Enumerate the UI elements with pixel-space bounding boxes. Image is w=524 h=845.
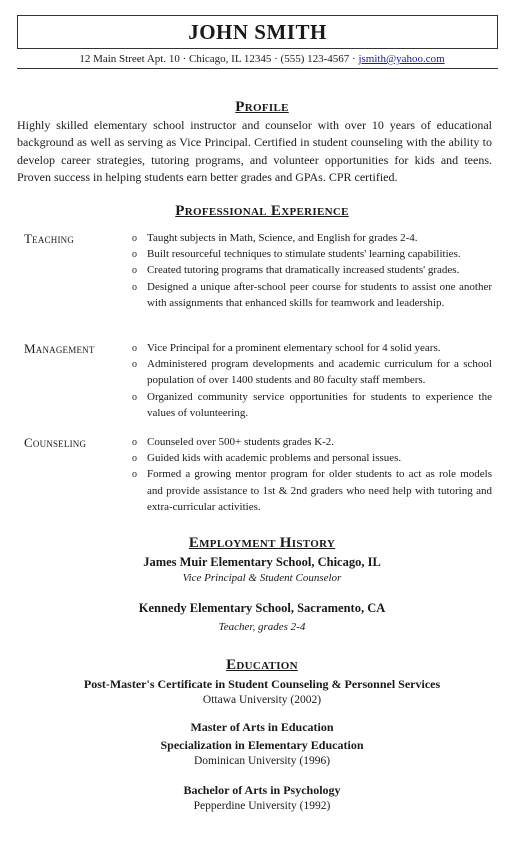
job-role: Teacher, grades 2-4 bbox=[218, 621, 306, 633]
category-management: Management bbox=[24, 341, 95, 356]
contact-line bbox=[0, 52, 524, 66]
employment-heading: Employment History bbox=[188, 535, 336, 551]
email-link[interactable]: jsmith@yahoo.com bbox=[358, 53, 445, 65]
teaching-list bbox=[132, 230, 492, 311]
category-counseling: Counseling bbox=[24, 435, 87, 450]
degree: Master of Arts in Education bbox=[190, 720, 334, 734]
header-divider bbox=[17, 68, 498, 69]
degree-school: Pepperdine University (1992) bbox=[193, 800, 331, 812]
category-teaching: Teaching bbox=[24, 231, 75, 246]
resume-name: JOHN SMITH bbox=[17, 15, 498, 49]
profile-text: Highly skilled elementary school instructor and counselor with over 10 years of educational background as well as serving as Vice Principal. Certified in student counseling with the ability to develop career strategies, tutoring programs, and volunteer opportunities for kids and teens. Proven success in helping students earn better grades and GPAs. CPR certified. bbox=[17, 118, 492, 184]
contact-address: 12 Main Street Apt. 10 · Chicago, IL 12345 · (555) 123-4567 · bbox=[79, 53, 359, 65]
degree-school: Dominican University (1996) bbox=[193, 755, 331, 767]
job-school: James Muir Elementary School, Chicago, IL bbox=[143, 555, 381, 569]
list-item: o Counseled over 500+ students grades K-2. bbox=[132, 436, 335, 448]
degree-school: Ottawa University (2002) bbox=[202, 694, 322, 706]
management-list bbox=[132, 340, 492, 421]
list-item: o Organized community service opportunities for students to experience the values of volunteering. bbox=[132, 390, 492, 419]
list-item: o Formed a growing mentor program for older students to act as role models and provide assistance to 1st & 2nd graders who need help with tutoring and extra-curricular activities. bbox=[132, 468, 492, 513]
degree: Bachelor of Arts in Psychology bbox=[183, 783, 341, 797]
education-heading: Education bbox=[226, 657, 298, 673]
degree-specialization: Specialization in Elementary Education bbox=[160, 738, 364, 752]
list-item: o Designed a unique after-school peer course for students to assist one another with assignments that enhanced skills for teamwork and leadership. bbox=[132, 280, 492, 309]
list-item: o Built resourceful techniques to stimulate students' learning capabilities. bbox=[132, 248, 461, 261]
job-school: Kennedy Elementary School, Sacramento, CA bbox=[138, 601, 386, 615]
list-item: o Taught subjects in Math, Science, and English for grades 2-4. bbox=[132, 232, 418, 244]
list-item: o Administered program developments and academic curriculum for a school population of over 1400 students and 80 faculty staff members. bbox=[132, 358, 492, 387]
profile-heading: Profile bbox=[235, 99, 289, 115]
job-role: Vice Principal & Student Counselor bbox=[182, 572, 342, 584]
experience-heading: Professional Experience bbox=[175, 203, 349, 219]
counseling-list bbox=[132, 434, 492, 515]
degree: Post-Master's Certificate in Student Counseling & Personnel Services bbox=[83, 677, 441, 691]
list-item: o Created tutoring programs that dramatically increased students' grades. bbox=[132, 264, 460, 277]
list-item: o Vice Principal for a prominent elementary school for 4 solid years. bbox=[132, 342, 441, 354]
list-item: o Guided kids with academic problems and personal issues. bbox=[132, 452, 402, 465]
